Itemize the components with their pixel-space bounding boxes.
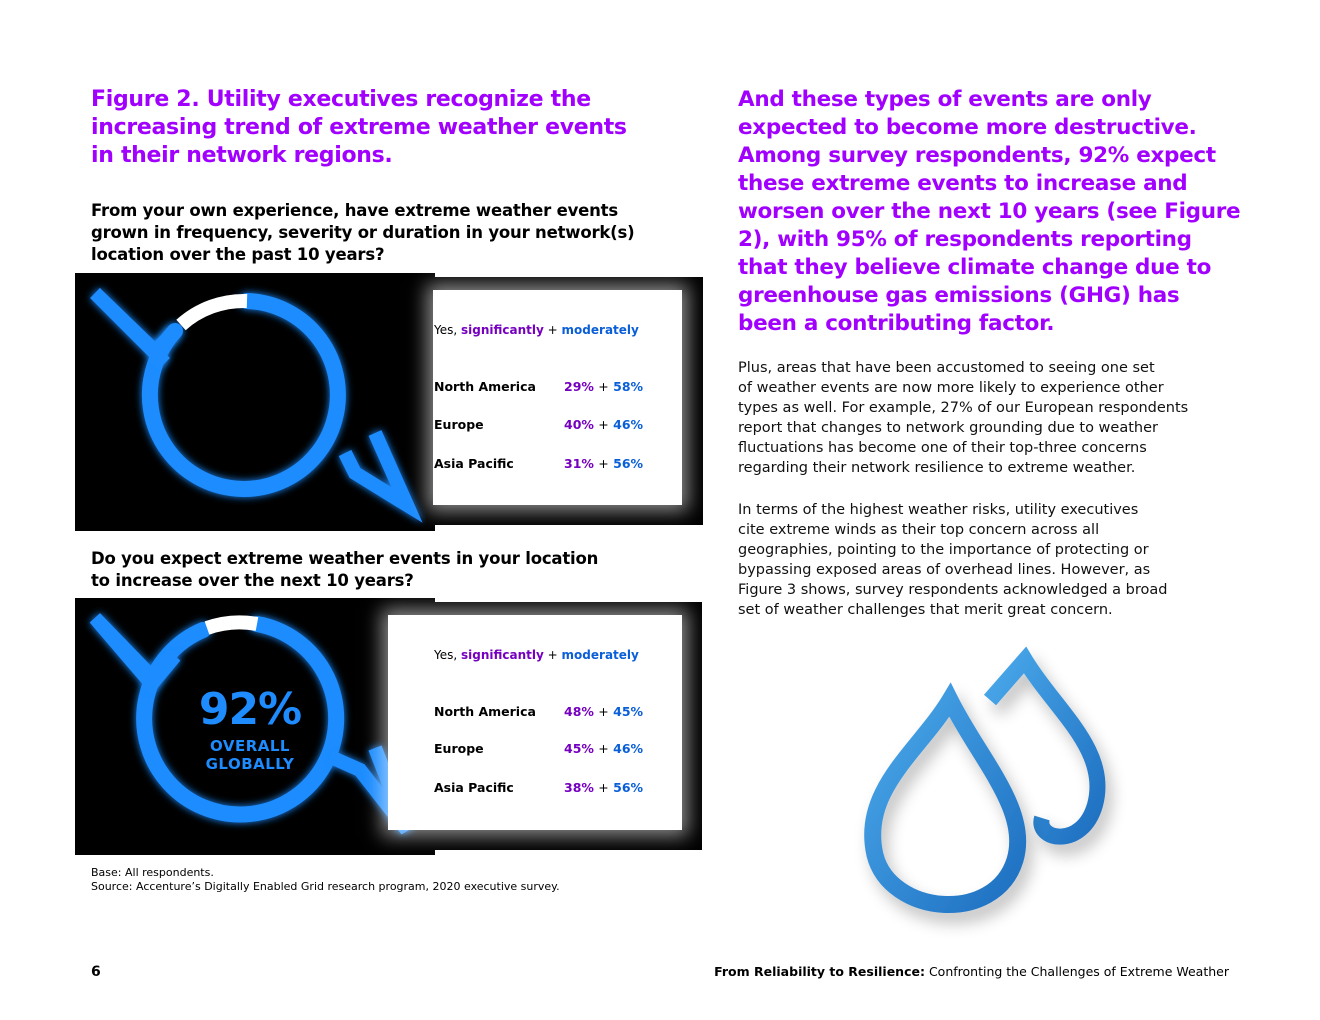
front-drop — [873, 700, 1018, 905]
headline-line: that they believe climate change due to — [738, 255, 1212, 280]
question-2 — [91, 548, 598, 592]
paragraph-2: In terms of the highest weather risks, utility executives cite extreme winds as their top concern across all geographies, pointing to the importance of protecting or bypassing exposed areas of overhead lines. However, as Figure 3 shows, survey respondents acknowledged a broad set of weather challenges that merit great concern. — [738, 502, 1168, 618]
paragraph-1: Plus, areas that have been accustomed to seeing one set of weather events are now more likely to experience other types as well. For example, 27% of our European respondents report that changes to network grounding due to weather fluctuations has become one of their top-three concerns regarding their network resilience to extreme weather. — [738, 360, 1189, 476]
figure-title — [91, 86, 651, 170]
chart-1-row-value: 31% + 56% — [564, 456, 644, 471]
headline-line: 2), with 95% of respondents reporting — [738, 227, 1192, 252]
chart-1-row-value: 29% + 58% — [564, 379, 644, 394]
page-number: 6 — [91, 964, 101, 980]
chart-2-row-value: 38% + 56% — [564, 780, 644, 795]
ring-tail-bottom — [345, 433, 407, 505]
chart-2-row-value: 45% + 46% — [564, 741, 644, 756]
chart-2-row-label: North America — [434, 704, 536, 719]
question-line: From your own experience, have extreme weather events — [91, 201, 618, 220]
footer-title: From Reliability to Resilience: Confronting the Challenges of Extreme Weather — [714, 964, 1229, 979]
chart-2-row-value: 48% + 45% — [564, 704, 644, 719]
chart-1-row-value: 40% + 46% — [564, 417, 644, 432]
ring-tail — [95, 293, 175, 363]
chart-2-legend: Yes, significantly + moderately — [434, 648, 639, 662]
headline-line: expected to become more destructive. — [738, 115, 1197, 140]
chart-1-row-label: Asia Pacific — [434, 456, 514, 471]
ring-gap — [181, 301, 247, 325]
chart-2-row-label: Europe — [434, 741, 484, 756]
question-1 — [91, 200, 634, 266]
headline-percent: 92% — [198, 684, 302, 735]
ring-gap — [207, 622, 257, 628]
chart-1-legend: Yes, significantly + moderately — [434, 323, 639, 337]
headline-line: these extreme events to increase and — [738, 171, 1188, 196]
figure-title-line: in their network regions. — [91, 143, 393, 168]
headline-line: worsen over the next 10 years (see Figure — [738, 199, 1241, 224]
question-line: location over the past 10 years? — [91, 245, 385, 264]
chart-2-row-label: Asia Pacific — [434, 780, 514, 795]
chart-1-speech-ring-icon — [75, 273, 435, 531]
water-drops-icon — [820, 640, 1140, 940]
headline-line: greenhouse gas emissions (GHG) has — [738, 283, 1180, 308]
source-note: Base: All respondents. Source: Accenture’s Digitally Enabled Grid research program, 2020 executive survey. — [91, 866, 560, 893]
chart-1-row-label: Europe — [434, 417, 484, 432]
question-line: to increase over the next 10 years? — [91, 571, 414, 590]
headline-label: OVERALL GLOBALLY — [205, 737, 295, 773]
figure-title-line: Figure 2. Utility executives recognize the — [91, 87, 591, 112]
ring-arc — [150, 301, 338, 489]
question-line: grown in frequency, severity or duration in your network(s) — [91, 223, 635, 242]
question-line: Do you expect extreme weather events in your location — [91, 549, 599, 568]
headline-line: And these types of events are only — [738, 87, 1152, 112]
figure-title-line: increasing trend of extreme weather events — [91, 115, 627, 140]
headline-line: been a contributing factor. — [738, 311, 1055, 336]
headline-line: Among survey respondents, 92% expect — [738, 143, 1216, 168]
right-headline — [738, 86, 1241, 338]
chart-1-row-label: North America — [434, 379, 536, 394]
